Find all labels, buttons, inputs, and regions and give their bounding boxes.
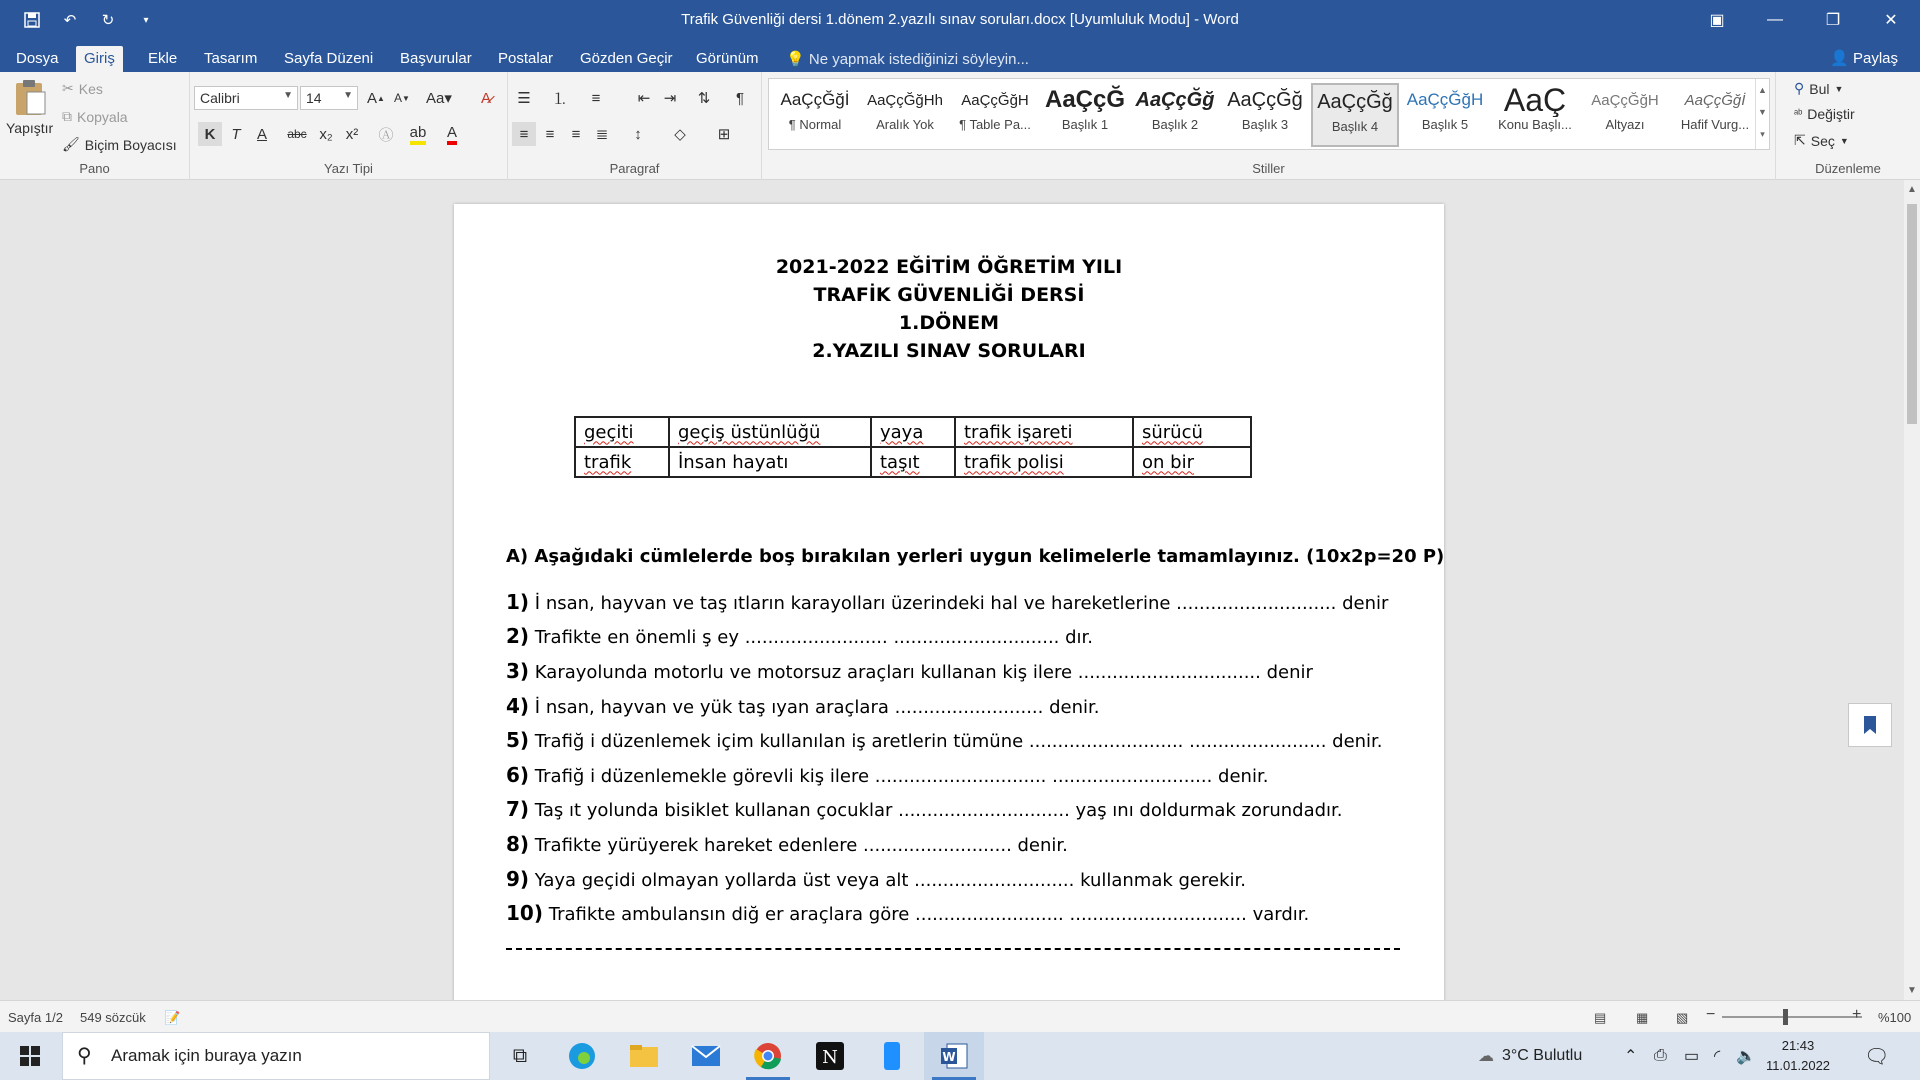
ribbon-tabs (0, 40, 1920, 72)
question-item (506, 901, 1309, 925)
style-preview: AaÇçĞğH (1406, 90, 1484, 109)
align-right-icon[interactable]: ≡ (571, 125, 581, 143)
word-bank-table (574, 416, 1252, 478)
table-cell (955, 447, 1133, 477)
bullets-icon[interactable]: ☰ (517, 90, 531, 107)
page-count[interactable]: Sayfa 1/2 (8, 1010, 63, 1025)
line-spacing-icon[interactable]: ↕ (634, 125, 642, 143)
restore-button[interactable]: ❐ (1825, 12, 1841, 29)
question-text: Trafikte en önemli ş ey ......................... ............................. dır. (534, 627, 1094, 648)
sort-icon[interactable]: ⇅ (697, 90, 711, 107)
italic-button[interactable]: T (231, 125, 241, 143)
select-label: Seç (1810, 132, 1835, 149)
style-preview: AaÇçĞğHh (867, 91, 943, 109)
justify-icon[interactable]: ≣ (595, 126, 609, 143)
table-cell (1133, 447, 1251, 477)
volume-icon[interactable]: 🔈 (1736, 1048, 1756, 1065)
clock-time: 21:43 (1781, 1038, 1815, 1053)
cursor-icon: ⇱ (1794, 132, 1806, 148)
table-row (575, 447, 1251, 477)
decrease-indent-icon[interactable]: ⇤ (637, 90, 651, 107)
question-item (506, 832, 1068, 856)
font-name-select[interactable] (194, 86, 298, 110)
font-size-value: 14 (306, 90, 322, 106)
question-number: 3) (506, 659, 530, 683)
wifi-icon[interactable]: ◜ (1714, 1048, 1721, 1065)
zoom-out-icon[interactable]: − (1706, 1006, 1716, 1023)
paragraph-group (508, 72, 762, 180)
style-heading-2[interactable] (1131, 83, 1219, 147)
style-name: Hafif Vurg... (1680, 117, 1750, 132)
question-item (506, 867, 1246, 891)
style-preview: AaÇçĞğH (1591, 91, 1659, 109)
show-hidden-icons[interactable]: ⌃ (1624, 1048, 1638, 1065)
chevron-down-icon: ▼ (283, 90, 293, 101)
notifications-icon[interactable]: 🗨 (1864, 1045, 1890, 1068)
question-number: 2) (506, 624, 530, 648)
align-center-icon[interactable]: ≡ (545, 125, 555, 143)
editing-group (1776, 72, 1920, 180)
find-button[interactable] (1794, 80, 1843, 97)
search-icon: ⚲ (1794, 80, 1805, 96)
table-cell (1133, 417, 1251, 447)
style-name: Başlık 3 (1241, 117, 1289, 132)
question-item (506, 590, 1388, 614)
section-a-heading: A) Aşağıdaki cümlelerde boş bırakılan yerleri uygun kelimelerle tamamlayınız. (10x2p=20 P) (506, 546, 1445, 567)
font-size-select[interactable] (300, 86, 358, 110)
paragraph-group-label: Paragraf (609, 161, 660, 176)
style-preview: AaÇçĞğH (961, 91, 1029, 109)
paste-label: Yapıştır (6, 120, 54, 136)
brush-icon: 🖌 (62, 136, 80, 152)
chrome-icon[interactable] (738, 1032, 798, 1080)
proofing-icon[interactable]: 📝 (164, 1010, 181, 1025)
notion-icon[interactable] (800, 1032, 860, 1080)
weather-widget[interactable] (1478, 1032, 1582, 1080)
increase-indent-icon[interactable]: ⇥ (663, 90, 677, 107)
chevron-down-icon: ▼ (1834, 83, 1844, 94)
search-placeholder: Aramak için buraya yazın (111, 1046, 302, 1065)
superscript-icon[interactable]: x² (345, 125, 359, 143)
borders-icon[interactable]: ⊞ (717, 126, 731, 143)
style-table-paragraph[interactable] (951, 83, 1039, 147)
table-cell (871, 417, 955, 447)
document-page[interactable] (454, 204, 1444, 1000)
table-row (575, 417, 1251, 447)
question-item (506, 624, 1093, 648)
shading-icon[interactable]: ◇ (674, 126, 686, 143)
multilevel-list-icon[interactable]: ≡ (591, 89, 601, 107)
style-name: Başlık 2 (1151, 117, 1199, 132)
styles-scroll[interactable]: ▲ ▼ ▾ (1755, 79, 1769, 149)
print-layout-icon[interactable]: ▦ (1636, 1010, 1649, 1025)
customize-qat-icon[interactable]: ▾ (143, 14, 149, 26)
question-text: Trafikte ambulansın diğ er araçlara göre .......................... ............................... vardır. (548, 904, 1310, 925)
cell-text: trafik işareti (964, 421, 1073, 443)
share-label: Paylaş (1852, 50, 1898, 67)
question-item (506, 763, 1268, 787)
bookmark-icon (1862, 715, 1878, 735)
question-number: 1) (506, 590, 530, 614)
font-group-label: Yazı Tipi (324, 161, 373, 176)
style-name: ¶ Table Pa... (959, 117, 1031, 132)
style-name: Aralık Yok (876, 117, 934, 132)
question-text: İ nsan, hayvan ve yük taş ıyan araçlara .......................... denir. (534, 697, 1100, 718)
tab-basvurular[interactable]: Başvurular (400, 50, 472, 67)
cell-text: trafik polisi (964, 451, 1064, 473)
close-button[interactable]: ✕ (1884, 12, 1898, 29)
tab-giris[interactable]: Giriş (76, 46, 123, 72)
cut-button[interactable] (62, 80, 103, 97)
copy-icon: ⧉ (62, 108, 72, 124)
style-name: Konu Başlı... (1498, 117, 1572, 132)
show-formatting-icon[interactable]: ¶ (735, 89, 745, 107)
file-explorer-icon[interactable] (614, 1032, 674, 1080)
start-button[interactable] (0, 1032, 60, 1080)
font-group (190, 72, 508, 180)
cell-text: İnsan hayatı (678, 451, 789, 473)
table-cell (575, 447, 669, 477)
style-heading-5[interactable] (1401, 83, 1489, 147)
tell-me-text: Ne yapmak istediğinizi söyleyin... (808, 51, 1029, 68)
word-count[interactable]: 549 sözcük (80, 1010, 146, 1025)
numbering-icon[interactable]: ⒈ (552, 90, 568, 108)
format-painter-label: Biçim Boyacısı (84, 136, 177, 153)
bookmark-button[interactable] (1848, 703, 1892, 747)
cell-text: geçiş üstünlüğü (678, 421, 821, 443)
question-text: Trafikte yürüyerek hareket edenlere .......................... denir. (534, 835, 1068, 856)
style-name: Başlık 4 (1331, 119, 1379, 134)
underline-button[interactable]: A (256, 125, 267, 143)
dashed-separator (506, 948, 1400, 950)
style-preview: AaÇçĞğ (1135, 88, 1215, 111)
style-name: ¶ Normal (788, 117, 842, 132)
svg-text:N: N (822, 1047, 838, 1068)
cell-text: trafik (584, 451, 632, 473)
strikethrough-button[interactable]: abc (287, 127, 307, 141)
lightbulb-icon: 💡 (786, 51, 805, 68)
tab-tasarim[interactable]: Tasarım (204, 50, 258, 67)
question-number: 9) (506, 867, 530, 891)
clipboard-group (0, 72, 190, 180)
style-preview: AaÇ (1503, 83, 1567, 117)
vertical-scrollbar[interactable] (1904, 180, 1920, 1000)
web-layout-icon[interactable]: ▧ (1676, 1010, 1689, 1025)
font-name-value: Calibri (200, 90, 240, 106)
subscript-icon[interactable]: x₂ (319, 125, 333, 143)
person-icon: 👤 (1830, 50, 1849, 67)
question-text: Taş ıt yolunda bisiklet kullanan çocuklar .............................. yaş ını doldurmak zorundadır. (534, 800, 1343, 821)
change-case-button[interactable]: Aa ▾ (426, 89, 452, 107)
style-subtitle[interactable] (1581, 83, 1669, 147)
question-text: Trafiğ i düzenlemek içim kullanılan iş aretlerin tümüne ........................... ........................ denir. (534, 731, 1383, 752)
style-subtle-emphasis[interactable] (1671, 83, 1759, 147)
word-taskbar-icon[interactable] (924, 1032, 984, 1080)
cell-text: taşıt (880, 451, 920, 473)
battery-icon[interactable]: ▭ (1684, 1048, 1700, 1065)
doc-title-line-1: 2021-2022 EĞİTİM ÖĞRETİM YILI (775, 256, 1123, 278)
title-bar (0, 0, 1920, 40)
replace-label: Değiştir (1807, 106, 1855, 122)
style-preview: AaÇçĞğ (1227, 88, 1303, 111)
question-number: 7) (506, 797, 530, 821)
shrink-font-icon[interactable]: A ▼ (394, 91, 410, 105)
tab-ekle[interactable]: Ekle (148, 50, 178, 67)
scroll-down-icon[interactable]: ▼ (1907, 985, 1917, 996)
cell-text: sürücü (1142, 421, 1203, 443)
doc-title-line-2: TRAFİK GÜVENLİĞİ DERSİ (813, 284, 1085, 306)
question-number: 4) (506, 694, 530, 718)
taskbar-search[interactable] (62, 1032, 490, 1080)
question-text: Karayolunda motorlu ve motorsuz araçları kullanan kiş ilere ................................ denir (534, 662, 1313, 683)
tell-me-box[interactable] (786, 50, 1029, 68)
phone-app-icon[interactable] (862, 1032, 922, 1080)
doc-title-line-3: 1.DÖNEM (898, 312, 1000, 334)
question-item (506, 659, 1313, 683)
style-no-spacing[interactable] (861, 83, 949, 147)
cell-text: on bir (1142, 451, 1194, 473)
tab-postalar[interactable]: Postalar (498, 50, 554, 67)
font-color-icon[interactable]: A (440, 122, 464, 146)
ribbon-display-options-icon[interactable]: ▣ (1709, 12, 1725, 29)
tab-dosya[interactable]: Dosya (16, 50, 59, 67)
style-normal[interactable] (771, 83, 859, 147)
style-heading-1[interactable] (1041, 83, 1129, 147)
weather-text: 3°C Bulutlu (1502, 1047, 1583, 1064)
question-text: İ nsan, hayvan ve taş ıtların karayolları üzerindeki hal ve hareketlerine ............................ denir (534, 593, 1389, 614)
read-mode-icon[interactable]: ▤ (1594, 1010, 1607, 1025)
question-number: 8) (506, 832, 530, 856)
edge-icon[interactable] (552, 1032, 612, 1080)
clock[interactable] (1760, 1036, 1836, 1076)
cell-text: geçiti (584, 421, 634, 443)
question-text: Yaya geçidi olmayan yollarda üst veya alt ............................ kullanmak gerekir. (534, 870, 1246, 891)
undo-icon[interactable]: ↶ (63, 12, 77, 29)
chevron-down-icon: ▼ (1839, 135, 1849, 146)
zoom-level[interactable]: %100 (1878, 1010, 1912, 1025)
chevron-down-icon: ▼ (343, 90, 353, 101)
clock-date: 11.01.2022 (1765, 1058, 1831, 1073)
zoom-slider-thumb[interactable] (1783, 1009, 1788, 1025)
table-cell (575, 417, 669, 447)
cell-text: yaya (880, 421, 924, 443)
scroll-thumb[interactable] (1907, 204, 1917, 424)
question-number: 5) (506, 728, 530, 752)
clipboard-group-label: Pano (79, 161, 110, 176)
redo-icon[interactable]: ↻ (101, 12, 115, 29)
styles-group-label: Stiller (1252, 161, 1285, 176)
share-button[interactable] (1830, 49, 1898, 67)
style-heading-3[interactable] (1221, 83, 1309, 147)
paste-button[interactable] (6, 78, 53, 136)
question-item (506, 797, 1343, 821)
style-preview: AaÇçĞğİ (1684, 91, 1746, 109)
style-title[interactable] (1491, 83, 1579, 147)
style-name: Başlık 5 (1421, 117, 1469, 132)
document-area (0, 180, 1904, 1000)
style-name: Başlık 1 (1061, 117, 1109, 132)
table-cell (955, 417, 1133, 447)
text-effects-icon[interactable]: Ⓐ (378, 126, 394, 144)
zoom-slider[interactable] (1722, 1016, 1862, 1018)
tab-sayfa-duzeni[interactable]: Sayfa Düzeni (284, 50, 374, 67)
svg-text:W: W (942, 1050, 956, 1064)
clear-formatting-icon[interactable]: A̷ (480, 89, 491, 107)
scissors-icon: ✂ (62, 80, 74, 96)
table-cell (871, 447, 955, 477)
meet-now-icon[interactable]: ⎙ (1654, 1047, 1667, 1064)
replace-icon: ᵃᵇ (1794, 108, 1803, 120)
table-cell (669, 447, 871, 477)
clipboard-icon (13, 78, 47, 118)
taskbar (0, 1032, 1920, 1080)
change-case-label: Aa (426, 89, 445, 107)
style-preview: AaÇçĞğİ (780, 90, 850, 109)
cloud-icon: ☁ (1478, 1048, 1494, 1065)
window-title: Trafik Güvenliği dersi 1.dönem 2.yazılı sınav soruları.docx [Uyumluluk Modu] - Word (681, 11, 1239, 28)
select-button[interactable] (1794, 132, 1849, 149)
replace-button[interactable] (1794, 106, 1855, 122)
style-preview: AaÇçĞğ (1317, 90, 1393, 113)
tab-gozden-gecir[interactable]: Gözden Geçir (580, 50, 673, 67)
style-preview: AaÇçĞ (1044, 86, 1126, 113)
question-number: 6) (506, 763, 530, 787)
grow-font-icon[interactable]: A ▲ (367, 89, 385, 107)
question-item (506, 728, 1383, 752)
question-item (506, 694, 1099, 718)
status-bar (0, 1000, 1920, 1032)
zoom-in-icon[interactable]: + (1852, 1006, 1862, 1023)
highlight-icon[interactable]: ab (406, 122, 430, 146)
style-name: Altyazı (1605, 117, 1645, 132)
minimize-button[interactable]: — (1767, 11, 1783, 28)
table-cell (669, 417, 871, 447)
find-label: Bul (1809, 80, 1830, 97)
format-painter-button[interactable] (62, 136, 177, 153)
cut-label: Kes (78, 80, 103, 97)
editing-group-label: Düzenleme (1815, 161, 1881, 176)
style-heading-4[interactable] (1311, 83, 1399, 147)
question-number: 10) (506, 901, 543, 925)
task-view-icon[interactable]: ⧉ (512, 1044, 528, 1067)
copy-button[interactable] (62, 108, 128, 125)
copy-label: Kopyala (77, 108, 128, 125)
bold-button[interactable]: K (198, 122, 222, 146)
question-text: Trafiğ i düzenlemekle görevli kiş ilere .............................. ............................ denir. (534, 766, 1269, 787)
search-icon: ⚲ (77, 1045, 92, 1067)
ribbon (0, 72, 1920, 180)
scroll-up-icon[interactable]: ▲ (1907, 184, 1917, 195)
mail-icon[interactable] (676, 1032, 736, 1080)
doc-title-line-4: 2.YAZILI SINAV SORULARI (812, 340, 1086, 362)
windows-icon (20, 1046, 40, 1066)
tab-gorunum[interactable]: Görünüm (696, 50, 759, 67)
styles-gallery (768, 78, 1770, 150)
align-left-icon[interactable]: ≡ (512, 122, 536, 146)
